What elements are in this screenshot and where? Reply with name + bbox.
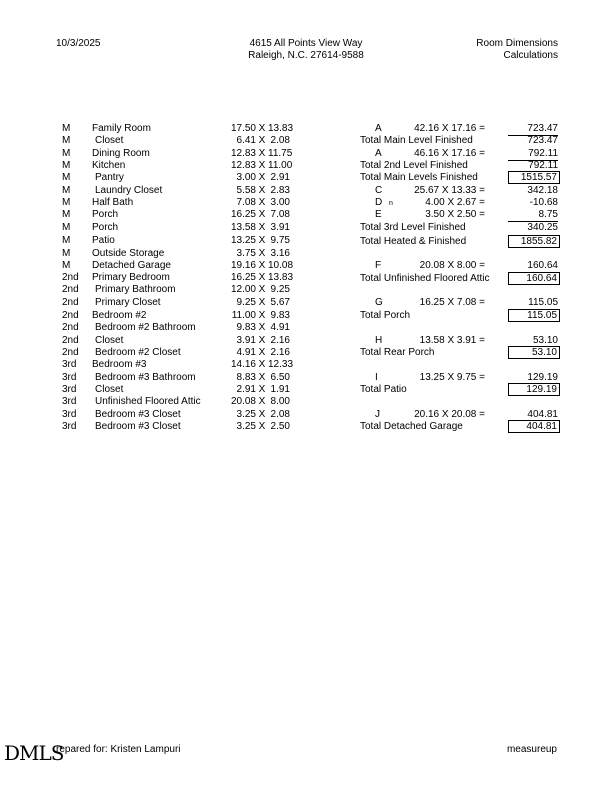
room-row: M Patio 13.25 X 9.75 <box>62 235 290 246</box>
room-level: M <box>62 172 71 183</box>
total-unfinished-floored-attic <box>360 273 560 285</box>
room-length: 11.75 <box>268 148 293 159</box>
calc-row-a1 <box>360 123 560 135</box>
room-row: M Kitchen 12.83 X 11.00 <box>62 160 293 171</box>
room-width: 6.41 <box>236 135 256 146</box>
total-label: Total 2nd Level Finished <box>360 160 468 171</box>
total-3rd-level-finished <box>360 222 560 234</box>
total-label: Total Rear Porch <box>360 347 435 358</box>
room-width: 13.58 <box>230 222 256 233</box>
room-length: 13.83 <box>268 272 294 283</box>
total-value: 129.19 <box>508 383 560 396</box>
room-width: 19.16 <box>230 260 256 271</box>
room-level: 2nd <box>62 272 79 283</box>
total-value: 404.81 <box>508 420 560 433</box>
total-heated-finished <box>360 236 560 248</box>
room-level: 3rd <box>62 384 77 395</box>
room-row: M Pantry 3.00 X 2.91 <box>62 172 290 183</box>
total-label: Total Unfinished Floored Attic <box>360 273 490 284</box>
calc-label: G <box>375 297 383 308</box>
room-row: M Porch 13.58 X 3.91 <box>62 222 290 233</box>
room-row: M Half Bath 7.08 X 3.00 <box>62 197 290 208</box>
room-row: 2nd Primary Bathroom 12.00 X 9.25 <box>62 284 290 295</box>
room-name: Outside Storage <box>92 248 165 259</box>
room-row: 2nd Bedroom #2 Bathroom 9.83 X 4.91 <box>62 322 290 333</box>
calc-label: D <box>375 197 383 208</box>
room-width: 3.91 <box>236 335 256 346</box>
room-name: Unfinished Floored Attic <box>95 396 201 407</box>
room-length: 8.00 <box>270 396 290 407</box>
room-width: 3.00 <box>236 172 256 183</box>
room-name: Kitchen <box>92 160 126 171</box>
room-name: Bedroom #3 Closet <box>95 421 181 432</box>
room-row: 2nd Bedroom #2 Closet 4.91 X 2.16 <box>62 347 290 358</box>
room-level: 2nd <box>62 347 79 358</box>
room-row: 2nd Primary Bedroom 16.25 X 13.83 <box>62 272 294 283</box>
room-name: Primary Bedroom <box>92 272 170 283</box>
room-name: Bedroom #3 <box>92 359 147 370</box>
room-width: 11.00 <box>231 310 256 321</box>
room-width: 3.75 <box>236 248 256 259</box>
room-name: Porch <box>92 222 119 233</box>
room-width: 4.91 <box>236 347 256 358</box>
prepared-for: repared for: Kristen Lampuri <box>56 744 181 755</box>
calc-row-e <box>360 209 560 221</box>
calc-label: E <box>375 209 382 220</box>
room-name: Porch <box>92 209 119 220</box>
room-length: 13.83 <box>268 123 294 134</box>
room-length: 10.08 <box>268 260 294 271</box>
room-length: 9.25 <box>270 284 290 295</box>
total-main-level-finished <box>360 135 560 147</box>
calc-expression: 13.58 X 3.91 = <box>419 335 485 346</box>
room-name: Primary Bathroom <box>95 284 176 295</box>
room-row: 2nd Primary Closet 9.25 X 5.67 <box>62 297 290 308</box>
room-row: 3rd Bedroom #3 Closet 3.25 X 2.08 <box>62 409 290 420</box>
calc-value: 160.64 <box>527 260 558 271</box>
room-width: 14.16 <box>230 359 256 370</box>
room-length: 3.16 <box>270 248 290 259</box>
calc-label: C <box>375 185 383 196</box>
room-row: M Family Room 17.50 X 13.83 <box>62 123 294 134</box>
calc-row-c <box>360 185 560 197</box>
room-width: 12.00 <box>230 284 256 295</box>
total-value: 1855.82 <box>508 235 560 248</box>
calc-row-f <box>360 260 560 272</box>
room-length: 1.91 <box>270 384 290 395</box>
dmls-logo: DMLS <box>4 741 64 765</box>
calc-expression: 42.16 X 17.16 = <box>414 123 485 134</box>
total-label: Total Detached Garage <box>360 421 463 432</box>
total-label: Total Porch <box>360 310 411 321</box>
room-length: 3.00 <box>270 197 290 208</box>
room-width: 9.25 <box>236 297 256 308</box>
room-level: 3rd <box>62 396 77 407</box>
room-row: 2nd Bedroom #2 11.00 X 9.83 <box>62 310 290 321</box>
total-value: 115.05 <box>508 309 560 322</box>
calc-label: A <box>375 148 382 159</box>
calc-label: A <box>375 123 382 134</box>
room-width: 5.58 <box>236 185 256 196</box>
total-main-levels-finished <box>360 172 560 184</box>
calc-expression: 16.25 X 7.08 = <box>419 297 485 308</box>
calc-label: I <box>375 372 378 383</box>
room-level: 2nd <box>62 310 79 321</box>
total-label: Total Main Level Finished <box>360 135 473 146</box>
room-row: 3rd Bedroom #3 Bathroom 8.83 X 6.50 <box>62 372 290 383</box>
room-name: Bedroom #3 Bathroom <box>95 372 196 383</box>
total-label: Total Main Levels Finished <box>360 172 478 183</box>
total-value: 792.11 <box>528 160 558 171</box>
room-name: Laundry Closet <box>95 185 163 196</box>
room-level: M <box>62 185 71 196</box>
room-length: 12.33 <box>268 359 294 370</box>
room-level: M <box>62 209 71 220</box>
total-value: 160.64 <box>508 272 560 285</box>
calc-label: H <box>375 335 383 346</box>
room-name: Closet <box>95 384 124 395</box>
room-width: 9.83 <box>236 322 256 333</box>
room-length: 2.08 <box>270 409 290 420</box>
total-value: 340.25 <box>527 222 558 233</box>
room-level: 2nd <box>62 335 79 346</box>
room-name: Bedroom #2 <box>92 310 147 321</box>
calc-row-a2 <box>360 148 560 160</box>
room-width: 20.08 <box>230 396 256 407</box>
room-level: M <box>62 123 71 134</box>
room-row: M Dining Room 12.83 X 11.75 <box>62 148 293 159</box>
calc-label: J <box>375 409 380 420</box>
report-title-line-2: Calculations <box>503 50 558 61</box>
room-length: 2.08 <box>270 135 290 146</box>
address-line-2: Raleigh, N.C. 27614-9588 <box>248 50 364 61</box>
room-level: M <box>62 135 71 146</box>
calc-expression: 4.00 X 2.67 = <box>425 197 485 208</box>
room-name: Closet <box>95 135 124 146</box>
room-name: Bedroom #3 Closet <box>95 409 181 420</box>
calc-value: 115.05 <box>528 297 558 308</box>
report-date: 10/3/2025 <box>56 38 101 49</box>
calc-value: 53.10 <box>532 335 558 346</box>
company-name: measureup <box>506 744 557 755</box>
room-level: 3rd <box>62 409 77 420</box>
room-name: Bedroom #2 Bathroom <box>95 322 196 333</box>
room-width: 2.91 <box>236 384 256 395</box>
room-level: M <box>62 248 71 259</box>
calc-value: 792.11 <box>508 148 558 161</box>
room-row: 3rd Closet 2.91 X 1.91 <box>62 384 290 395</box>
room-width: 8.83 <box>236 372 256 383</box>
total-value: 1515.57 <box>508 171 560 184</box>
calc-expression: 20.16 X 20.08 = <box>414 409 485 420</box>
room-length: 11.00 <box>268 160 293 171</box>
room-width: 13.25 <box>230 235 256 246</box>
total-porch <box>360 310 560 322</box>
room-length: 6.50 <box>270 372 290 383</box>
room-width: 7.08 <box>236 197 256 208</box>
room-row: M Laundry Closet 5.58 X 2.83 <box>62 185 290 196</box>
room-level: 3rd <box>62 372 77 383</box>
calc-value: 342.18 <box>527 185 558 196</box>
calc-label-suffix: n <box>389 200 393 207</box>
room-level: 3rd <box>62 421 77 432</box>
room-length: 7.08 <box>270 209 290 220</box>
total-value: 53.10 <box>508 346 560 359</box>
calc-value: 723.47 <box>508 123 558 136</box>
calc-expression: 3.50 X 2.50 = <box>425 209 485 220</box>
room-name: Closet <box>95 335 124 346</box>
calc-value: -10.68 <box>529 197 558 208</box>
total-label: Total Patio <box>360 384 407 395</box>
room-length: 2.16 <box>270 335 290 346</box>
room-name: Family Room <box>92 123 151 134</box>
room-row: 2nd Closet 3.91 X 2.16 <box>62 335 290 346</box>
room-width: 3.25 <box>236 409 256 420</box>
calc-label: F <box>375 260 382 271</box>
room-width: 16.25 <box>230 272 256 283</box>
room-length: 4.91 <box>270 322 290 333</box>
total-rear-porch <box>360 347 560 359</box>
address-line-1: 4615 All Points View Way <box>249 38 363 49</box>
room-level: 2nd <box>62 284 79 295</box>
total-value: 723.47 <box>527 135 558 146</box>
room-length: 2.16 <box>270 347 290 358</box>
room-length: 2.83 <box>270 185 290 196</box>
room-length: 3.91 <box>270 222 290 233</box>
total-patio <box>360 384 560 396</box>
calc-expression: 25.67 X 13.33 = <box>414 185 485 196</box>
room-level: M <box>62 222 71 233</box>
calc-expression: 13.25 X 9.75 = <box>419 372 485 383</box>
room-width: 17.50 <box>230 123 256 134</box>
room-level: 3rd <box>62 359 77 370</box>
room-length: 9.83 <box>270 310 290 321</box>
room-level: 2nd <box>62 322 79 333</box>
room-level: M <box>62 235 71 246</box>
room-width: 16.25 <box>230 209 256 220</box>
room-row: 3rd Unfinished Floored Attic 20.08 X 8.00 <box>62 396 290 407</box>
room-name: Half Bath <box>92 197 134 208</box>
room-width: 3.25 <box>236 421 256 432</box>
room-name: Detached Garage <box>92 260 171 271</box>
room-row: M Closet 6.41 X 2.08 <box>62 135 290 146</box>
room-row: M Detached Garage 19.16 X 10.08 <box>62 260 294 271</box>
room-length: 2.50 <box>270 421 290 432</box>
total-label: Total Heated & Finished <box>360 236 467 247</box>
calc-expression: 46.16 X 17.16 = <box>414 148 485 159</box>
calc-row-d <box>360 197 560 209</box>
room-row: M Outside Storage 3.75 X 3.16 <box>62 248 290 259</box>
room-level: M <box>62 260 71 271</box>
room-name: Bedroom #2 Closet <box>95 347 181 358</box>
room-length: 9.75 <box>270 235 290 246</box>
calc-value: 404.81 <box>527 409 558 420</box>
room-width: 12.83 <box>230 148 256 159</box>
calc-expression: 20.08 X 8.00 = <box>419 260 485 271</box>
calc-value: 129.19 <box>527 372 558 383</box>
room-name: Patio <box>92 235 115 246</box>
room-level: 2nd <box>62 297 79 308</box>
report-title-line-1: Room Dimensions <box>476 38 558 49</box>
room-name: Primary Closet <box>95 297 161 308</box>
calc-row-g <box>360 297 560 309</box>
room-name: Pantry <box>95 172 124 183</box>
room-length: 2.91 <box>270 172 290 183</box>
room-row: M Porch 16.25 X 7.08 <box>62 209 290 220</box>
total-label: Total 3rd Level Finished <box>360 222 466 233</box>
room-width: 12.83 <box>230 160 256 171</box>
calc-value: 8.75 <box>508 209 558 222</box>
room-level: M <box>62 160 71 171</box>
room-level: M <box>62 148 71 159</box>
room-row: 3rd Bedroom #3 14.16 X 12.33 <box>62 359 294 370</box>
room-level: M <box>62 197 71 208</box>
room-row: 3rd Bedroom #3 Closet 3.25 X 2.50 <box>62 421 290 432</box>
total-detached-garage <box>360 421 560 433</box>
room-name: Dining Room <box>92 148 150 159</box>
room-length: 5.67 <box>270 297 290 308</box>
